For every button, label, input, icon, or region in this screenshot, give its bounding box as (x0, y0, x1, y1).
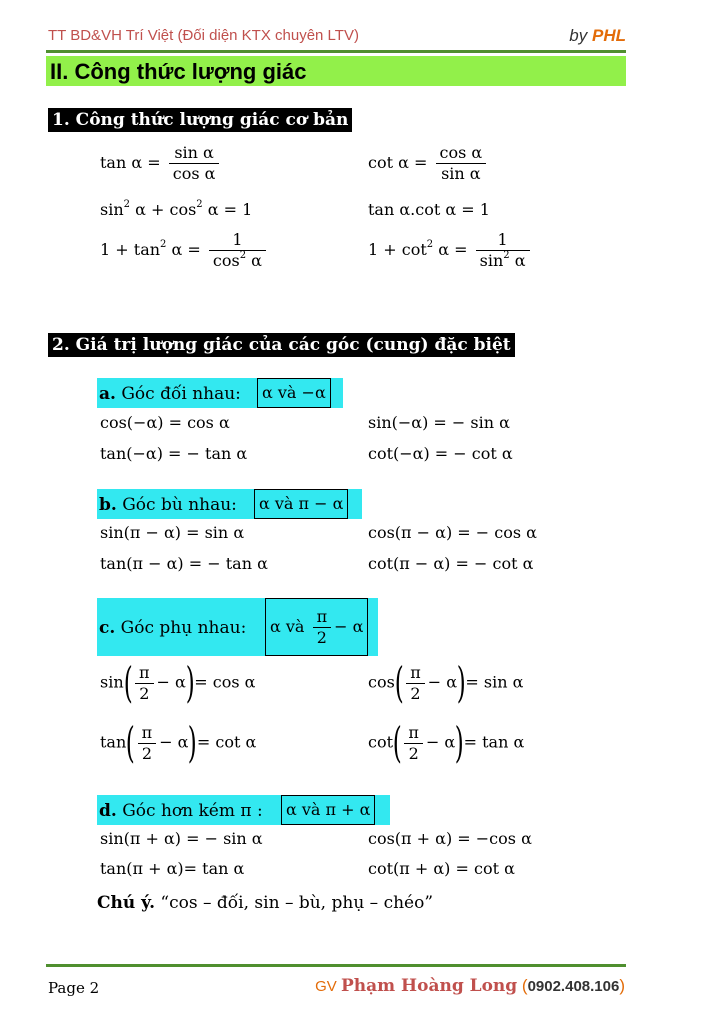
formula-a-tan: tan(−α) = − tan α (100, 444, 248, 463)
footer-divider (46, 964, 626, 967)
page-number: Page 2 (48, 979, 100, 997)
formula-d-cos: cos(π + α) = −cos α (368, 829, 532, 848)
formula-b-tan: tan(π − α) = − tan α (100, 554, 268, 573)
formula-tan-cot-product: tan α.cot α = 1 (368, 200, 490, 219)
formula-c-cot: cot( $\frac{\pi}{2}$ − α)= tan α (368, 718, 525, 767)
header-center-name: TT BD&VH Trí Việt (Đối diện KTX chuyên LTV) (48, 27, 359, 44)
formula-d-sin: sin(π + α) = − sin α (100, 829, 263, 848)
formula-a-cos: cos(−α) = cos α (100, 413, 230, 432)
header-author-initials: PHL (592, 26, 626, 45)
part2-title: 2. Giá trị lượng giác của các góc (cung) đặc biệt (48, 333, 515, 357)
formula-a-cot: cot(−α) = − cot α (368, 444, 513, 463)
formula-one-plus-tan-sq: $1 + \tan^2 \alpha$ = $\frac{1}{\cos^2 \alpha}$ (100, 230, 269, 271)
formula-c-sin: sin( $\frac{\pi}{2}$ − α)= cos α (100, 658, 256, 707)
formula-d-tan: tan(π + α)= tan α (100, 859, 245, 878)
formula-one-plus-cot-sq: $1 + \cot^2 \alpha$ = $\frac{1}{\sin^2 \alpha}$ (368, 230, 533, 271)
section-title-bar (46, 56, 626, 86)
header-divider (46, 50, 626, 53)
mnemonic-note: Chú ý. “cos – đối, sin – bù, phụ – chéo” (97, 893, 434, 913)
formula-cot-def: cot α = $\frac{\text{cos α}}{\text{sin α}}$ (368, 143, 489, 184)
subsection-b-header: b. Góc bù nhau: α và π − α (97, 489, 362, 519)
subsection-a-header: a. Góc đối nhau: α và −α (97, 378, 343, 408)
formula-c-tan: tan( $\frac{\pi}{2}$ − α)= cot α (100, 718, 257, 767)
formula-pythagorean: $\sin^2 \alpha + \cos^2 \alpha = 1$ (100, 199, 253, 219)
formula-d-cot: cot(π + α) = cot α (368, 859, 515, 878)
subsection-c-header: c. Góc phụ nhau: α và $\frac{\pi}{2}$ − α (97, 598, 378, 656)
formula-c-cos: cos( $\frac{\pi}{2}$ − α)= sin α (368, 658, 524, 707)
footer-teacher: GV Phạm Hoàng Long (0902.408.106) (315, 976, 625, 996)
subsection-a-box: α và −α (257, 378, 331, 408)
section-title: II. Công thức lượng giác (50, 59, 307, 84)
formula-b-sin: sin(π − α) = sin α (100, 523, 245, 542)
header-author (569, 26, 626, 46)
subsection-d-box: α và π + α (281, 795, 375, 825)
formula-b-cot: cot(π − α) = − cot α (368, 554, 534, 573)
header-by: by (569, 26, 588, 45)
subsection-d-header: d. Góc hơn kém π : α và π + α (97, 795, 390, 825)
subsection-c-box: α và $\frac{\pi}{2}$ − α (265, 598, 368, 656)
formula-tan-def: tan α = $\frac{\text{sin α}}{\text{cos α}}$ (100, 143, 222, 184)
part1-title: 1. Công thức lượng giác cơ bản (48, 108, 352, 132)
formula-b-cos: cos(π − α) = − cos α (368, 523, 537, 542)
subsection-b-box: α và π − α (254, 489, 348, 519)
formula-a-sin: sin(−α) = − sin α (368, 413, 510, 432)
